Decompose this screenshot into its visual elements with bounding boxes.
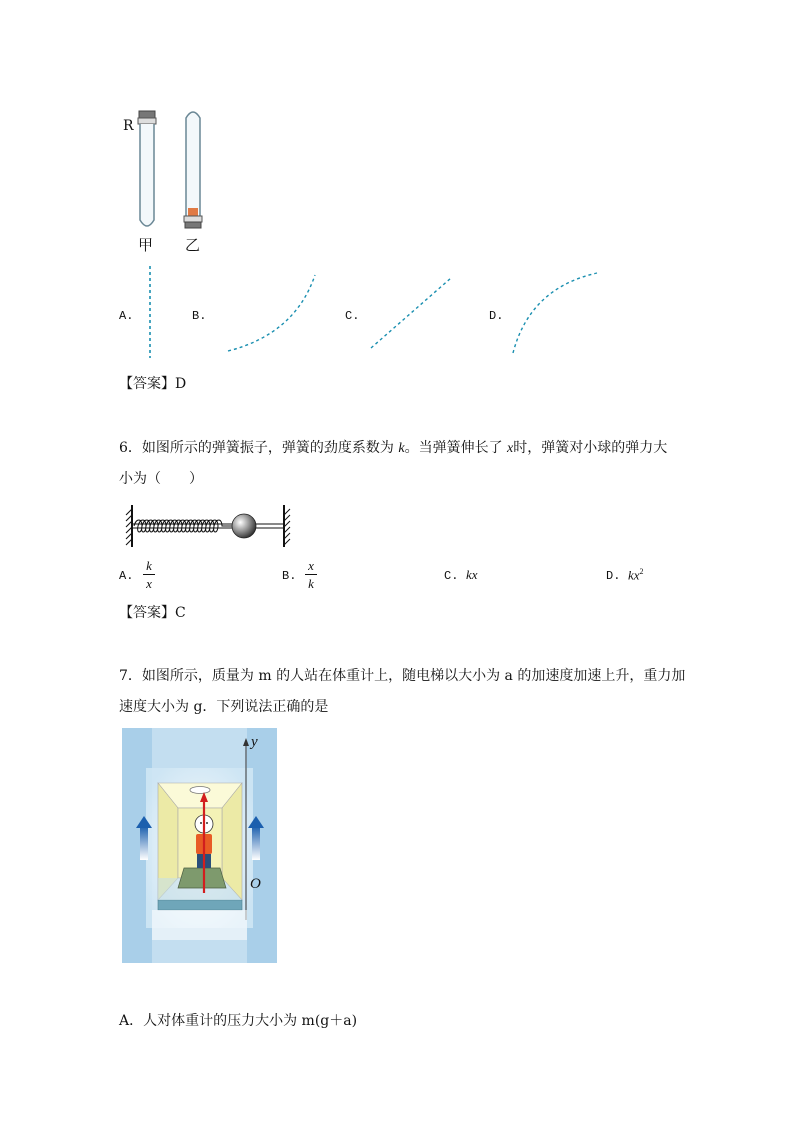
q5-option-b-label: B. [192,309,207,323]
q6-stem-text: 6．如图所示的弹簧振子，弹簧的劲度系数为 [119,440,399,456]
tube-label-yi: 乙 [185,236,201,254]
tube-jia [136,108,158,232]
q5-option-c-graph [368,275,454,351]
q6-answer: 【答案】C [119,605,186,621]
q7-stem-line1: 7．如图所示，质量为 m 的人站在体重计上，随电梯以大小为 a 的加速度加速上升，重力加 [119,668,686,684]
q6-option-d-value [628,567,644,583]
q6-stem-line2: 小为（ ） [119,471,203,487]
elevator-axis-origin-label: O [250,876,261,892]
q6-option-a-denominator: x [146,576,152,591]
q6-var-x: x [507,441,514,456]
tube-yi [182,106,204,232]
tube-label-jia: 甲 [138,236,154,254]
elevator-figure [122,728,277,963]
q6-option-c-label: C. [444,569,459,583]
q6-option-c-value: kx [466,567,478,582]
q6-option-b-fraction [305,558,317,591]
q6-option-a-fraction [143,558,155,591]
q6-stem-text-3: 时，弹簧对小球的弹力大 [513,440,668,456]
q6-option-b-label: B. [282,569,297,583]
q5-option-a-label: A. [119,309,134,323]
q6-var-k: k [398,441,405,456]
q5-option-d-graph [510,270,600,356]
q6-option-d-label: D. [606,569,621,583]
q5-option-b-graph [225,272,320,354]
q6-option-d-exponent: 2 [639,567,644,576]
q7-option-a: A．人对体重计的压力大小为 m(g＋a) [119,1013,358,1029]
q6-stem-line1 [119,437,667,457]
q7-stem-line2: 速度大小为 g．下列说法正确的是 [119,699,329,715]
q6-option-d-base: kx [628,567,640,583]
spring-oscillator-figure [124,503,294,549]
q6-option-b-denominator: k [308,576,314,591]
q5-option-a-graph [145,264,155,360]
tube-label-r: R [123,118,134,134]
q5-option-d-label: D. [489,309,504,323]
q6-stem-text-2: 。当弹簧伸长了 [404,440,508,456]
q5-option-c-label: C. [345,309,360,323]
q6-option-a-numerator: k [146,558,152,573]
q6-option-b-numerator: x [308,558,314,573]
q6-option-a-label: A. [119,569,134,583]
elevator-axis-y-label: y [251,734,258,750]
q5-answer: 【答案】D [119,376,187,392]
